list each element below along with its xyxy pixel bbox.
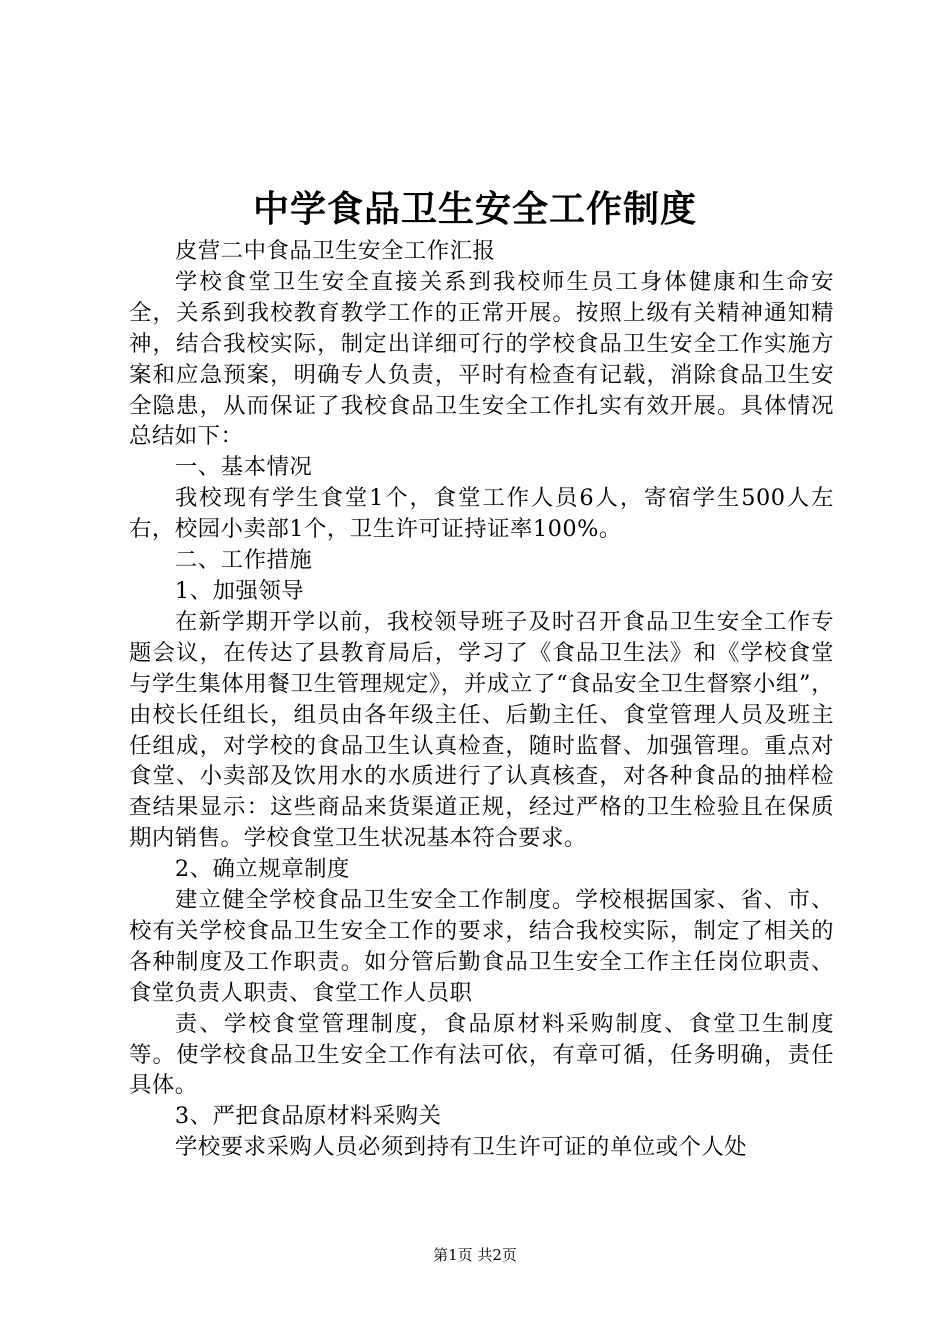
section-heading-measures: 二、工作措施 bbox=[174, 547, 313, 574]
paragraph-rules-continued: 责、学校食堂管理制度，食品原材料采购制度、食堂卫生制度等。使学校食品卫生安全工作有法可依，有章可循，任务明确，责任具体。 bbox=[129, 1010, 834, 1099]
paragraph-basic: 我校现有学生食堂1个，食堂工作人员6人，寄宿学生500人左右，校园小卖部1个，卫生许可证持证率100%。 bbox=[129, 485, 834, 543]
page-footer: 第1页 共2页 bbox=[433, 1246, 517, 1264]
subheading-rules: 2、确立规章制度 bbox=[174, 856, 350, 883]
paragraph-report-heading: 皮营二中食品卫生安全工作汇报 bbox=[174, 238, 496, 264]
paragraph-rules: 建立健全学校食品卫生安全工作制度。学校根据国家、省、市、校有关学校食品卫生安全工作的要求，结合我校实际，制定了相关的各种制度及工作职责。如分管后勤食品卫生安全工作主任岗位职责、食堂负责人职责、食堂工作人员职 bbox=[129, 887, 834, 1006]
document-title: 中学食品卫生安全工作制度 bbox=[252, 188, 697, 230]
paragraph-leadership: 在新学期开学以前，我校领导班子及时召开食品卫生安全工作专题会议，在传达了县教育局后，学习了《食品卫生法》和《学校食堂与学生集体用餐卫生管理规定》，并成立了“食品安全卫生督察小组”，由校长任组长，组员由各年级主任、后勤主任、食堂管理人员及班主任组成，对学校的食品卫生认真检查，随时监督、加强管理。重点对食堂、小卖部及饮用水的水质进行了认真核查，对各种食品的抽样检查结果显示：这些商品来货渠道正规，经过严格的卫生检验且在保质期内销售。学校食堂卫生状况基本符合要求。 bbox=[129, 608, 834, 852]
document-body bbox=[129, 236, 834, 1163]
subheading-leadership: 1、加强领导 bbox=[174, 577, 305, 604]
paragraph-procurement: 学校要求采购人员必须到持有卫生许可证的单位或个人处 bbox=[174, 1134, 748, 1161]
paragraph-intro: 学校食堂卫生安全直接关系到我校师生员工身体健康和生命安全，关系到我校教育教学工作的正常开展。按照上级有关精神通知精神，结合我校实际，制定出详细可行的学校食品卫生安全工作实施方案和应急预案，明确专人负责，平时有检查有记载，消除食品卫生安全隐患，从而保证了我校食品卫生安全工作扎实有效开展。具体情况总结如下： bbox=[129, 268, 834, 450]
subheading-procurement: 3、严把食品原材料采购关 bbox=[174, 1103, 442, 1130]
section-heading-basic: 一、基本情况 bbox=[174, 454, 313, 481]
